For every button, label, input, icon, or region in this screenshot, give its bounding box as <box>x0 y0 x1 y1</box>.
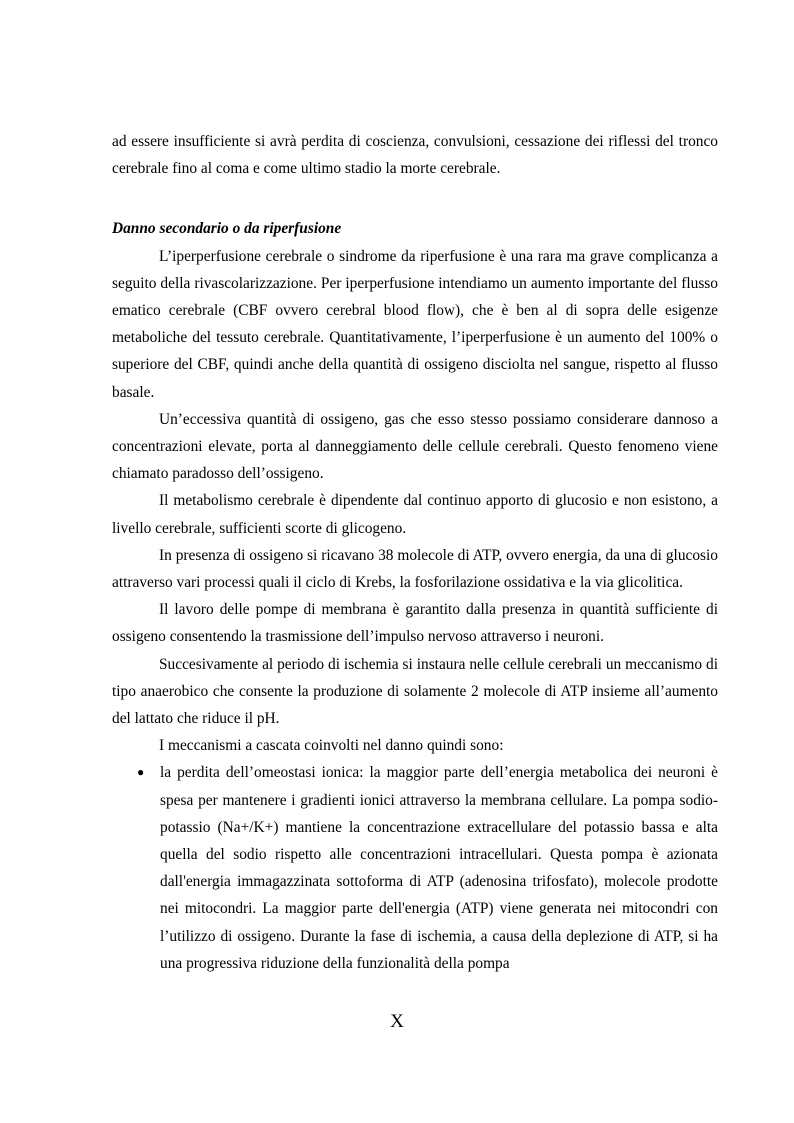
mechanisms-list <box>112 759 718 977</box>
paragraph-ischemia: Succesivamente al periodo di ischemia si instaura nelle cellule cerebrali un meccanismo di tipo anaerobico che consente la produzione di solamente 2 molecole di ATP insieme all’aumento del lattato che riduce il pH. <box>112 655 718 728</box>
paragraph-atp: In presenza di ossigeno si ricavano 38 molecole di ATP, ovvero energia, da una di glucosio attraverso vari processi quali il ciclo di Krebs, la fosforilazione ossidativa e la via glicolitica. <box>112 546 718 592</box>
paragraph-metabolismo: Il metabolismo cerebrale è dipendente dal continuo apporto di glucosio e non esistono, a livello cerebrale, sufficienti scorte di glicogeno. <box>112 492 718 537</box>
paragraph-meccanismi: I meccanismi a cascata coinvolti nel danno quindi sono: <box>159 737 504 755</box>
bullet-icon: ● <box>137 765 145 780</box>
intro-paragraph: ad essere insufficiente si avrà perdita di coscienza, convulsioni, cessazione dei riflessi del tronco cerebrale fino al coma e come ultimo stadio la morte cerebrale. <box>112 133 718 178</box>
list-item-text: la perdita dell’omeostasi ionica: la maggior parte dell’energia metabolica dei neuroni è spesa per mantenere i gradienti ionici attraverso la membrana cellulare. La pompa sodio-potassio (Na+/K+) mantiene la concentrazione extracellulare del potassio bassa e alta quella del sodio rispetto alle concentrazioni intracellulari. Questa pompa è azionata dall'energia immagazzinata sottoforma di ATP (adenosina trifosfato), molecole prodotte nei mitocondri. La maggior parte dell'energia (ATP) viene generata nei mitocondri con l’utilizzo di ossigeno. Durante la fase di ischemia, a causa della deplezione di ATP, si ha una progressiva riduzione della funzionalità della pompa <box>160 764 718 972</box>
paragraph-pompe: Il lavoro delle pompe di membrana è garantito dalla presenza in quantità sufficiente di ossigeno consentendo la trasmissione dell’impulso nervoso attraverso i neuroni. <box>112 601 718 646</box>
paragraph-ossigeno: Un’eccessiva quantità di ossigeno, gas che esso stesso possiamo considerare dannoso a concentrazioni elevate, porta al danneggiamento delle cellule cerebrali. Questo fenomeno viene chiamato paradosso dell’ossigeno. <box>112 410 718 483</box>
section-heading: Danno secondario o da riperfusione <box>112 220 342 238</box>
page-body <box>112 128 718 977</box>
list-item <box>112 759 718 977</box>
paragraph-iperperfusione: L’iperperfusione cerebrale o sindrome da riperfusione è una rara ma grave complicanza a seguito della rivascolarizzazione. Per iperperfusione intendiamo un aumento importante del flusso ematico cerebrale (CBF ovvero cerebral blood flow), che è ben al di sopra delle esigenze metaboliche del tessuto cerebrale. Quantitativamente, l’iperperfusione è un aumento del 100% o superiore del CBF, quindi anche della quantità di ossigeno disciolta nel sangue, rispetto al flusso basale. <box>112 247 718 401</box>
page-number: X <box>390 1011 404 1032</box>
